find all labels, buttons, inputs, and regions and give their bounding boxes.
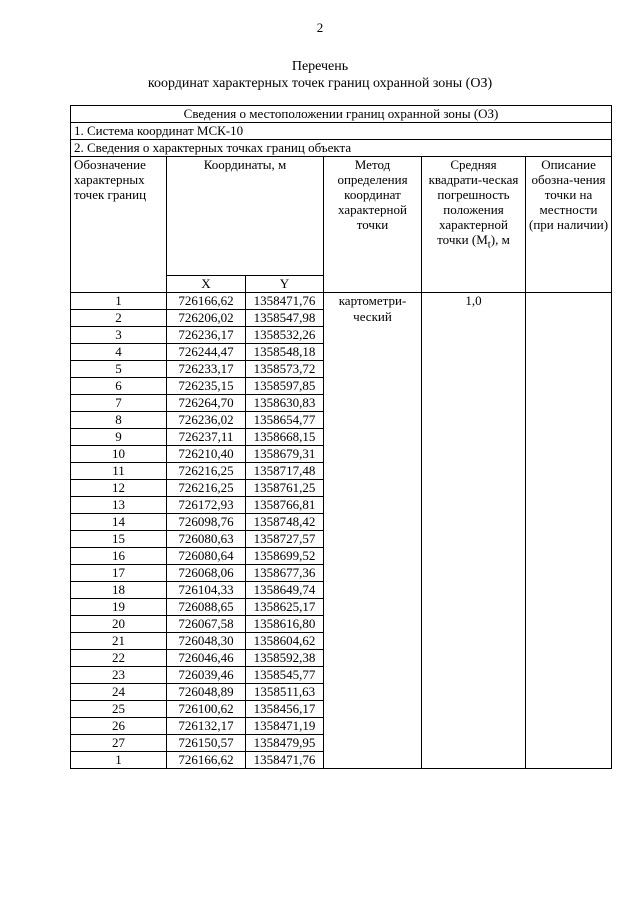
coord-y: 1358668,15 [246, 429, 324, 446]
coord-y: 1358616,80 [246, 616, 324, 633]
coord-x: 726216,25 [167, 463, 246, 480]
point-number: 5 [71, 361, 167, 378]
method-value: картометри-ческий [324, 293, 422, 769]
point-number: 9 [71, 429, 167, 446]
point-number: 1 [71, 752, 167, 769]
description-value [526, 293, 612, 769]
coord-y: 1358604,62 [246, 633, 324, 650]
point-number: 27 [71, 735, 167, 752]
coord-x: 726237,11 [167, 429, 246, 446]
coord-y: 1358649,74 [246, 582, 324, 599]
header-method: Метод определения координат характерной точки [324, 157, 422, 293]
header-y: Y [246, 276, 324, 293]
coord-x: 726068,06 [167, 565, 246, 582]
coord-x: 726216,25 [167, 480, 246, 497]
coord-y: 1358727,57 [246, 531, 324, 548]
header-error-tail: ), м [490, 232, 510, 247]
coord-x: 726046,46 [167, 650, 246, 667]
coord-y: 1358597,85 [246, 378, 324, 395]
section-title: Сведения о местоположении границ охранной зоны (ОЗ) [71, 106, 612, 123]
point-number: 22 [71, 650, 167, 667]
document-title [0, 58, 640, 92]
error-value: 1,0 [422, 293, 526, 769]
coord-y: 1358532,26 [246, 327, 324, 344]
coord-y: 1358548,18 [246, 344, 324, 361]
coord-y: 1358456,17 [246, 701, 324, 718]
coord-x: 726166,62 [167, 293, 246, 310]
coord-y: 1358471,76 [246, 293, 324, 310]
coord-y: 1358630,83 [246, 395, 324, 412]
point-number: 23 [71, 667, 167, 684]
point-number: 20 [71, 616, 167, 633]
coord-x: 726236,17 [167, 327, 246, 344]
header-coordinates: Координаты, м [167, 157, 324, 276]
coord-y: 1358761,25 [246, 480, 324, 497]
coord-x: 726206,02 [167, 310, 246, 327]
page-number: 2 [316, 20, 324, 35]
coord-y: 1358547,98 [246, 310, 324, 327]
coord-x: 726080,63 [167, 531, 246, 548]
coord-x: 726104,33 [167, 582, 246, 599]
point-number: 3 [71, 327, 167, 344]
coord-x: 726048,30 [167, 633, 246, 650]
coord-x: 726166,62 [167, 752, 246, 769]
table-row [71, 293, 612, 310]
coord-y: 1358679,31 [246, 446, 324, 463]
coord-y: 1358654,77 [246, 412, 324, 429]
header-description: Описание обозна-чения точки на местности (при наличии) [526, 157, 612, 293]
coord-y: 1358545,77 [246, 667, 324, 684]
point-number: 19 [71, 599, 167, 616]
coord-y: 1358592,38 [246, 650, 324, 667]
points-info: 2. Сведения о характерных точках границ объекта [71, 140, 612, 157]
header-error [422, 157, 526, 293]
point-number: 26 [71, 718, 167, 735]
point-number: 14 [71, 514, 167, 531]
coord-x: 726233,17 [167, 361, 246, 378]
header-designation: Обозначение характерных точек границ [71, 157, 167, 293]
point-number: 4 [71, 344, 167, 361]
point-number: 13 [71, 497, 167, 514]
point-number: 18 [71, 582, 167, 599]
coord-x: 726132,17 [167, 718, 246, 735]
coord-x: 726236,02 [167, 412, 246, 429]
title-line-2: координат характерных точек границ охранной зоны (ОЗ) [147, 76, 493, 91]
coord-x: 726048,89 [167, 684, 246, 701]
coord-y: 1358479,95 [246, 735, 324, 752]
coord-x: 726244,47 [167, 344, 246, 361]
header-error-sub: t [487, 238, 491, 251]
coord-x: 726264,70 [167, 395, 246, 412]
coord-y: 1358699,52 [246, 548, 324, 565]
coord-y: 1358471,19 [246, 718, 324, 735]
coord-y: 1358677,36 [246, 565, 324, 582]
point-number: 21 [71, 633, 167, 650]
coordinate-system: 1. Система координат МСК-10 [71, 123, 612, 140]
coord-x: 726235,15 [167, 378, 246, 395]
coord-x: 726039,46 [167, 667, 246, 684]
point-number: 6 [71, 378, 167, 395]
header-x: X [167, 276, 246, 293]
point-number: 17 [71, 565, 167, 582]
coord-x: 726080,64 [167, 548, 246, 565]
point-number: 10 [71, 446, 167, 463]
coordinates-table [70, 105, 612, 769]
coord-y: 1358511,63 [246, 684, 324, 701]
coord-y: 1358625,17 [246, 599, 324, 616]
point-number: 24 [71, 684, 167, 701]
coord-x: 726150,57 [167, 735, 246, 752]
coord-y: 1358717,48 [246, 463, 324, 480]
point-number: 7 [71, 395, 167, 412]
coord-x: 726088,65 [167, 599, 246, 616]
coord-x: 726172,93 [167, 497, 246, 514]
point-number: 11 [71, 463, 167, 480]
coord-y: 1358573,72 [246, 361, 324, 378]
point-number: 15 [71, 531, 167, 548]
point-number: 8 [71, 412, 167, 429]
coord-x: 726098,76 [167, 514, 246, 531]
point-number: 2 [71, 310, 167, 327]
point-number: 1 [71, 293, 167, 310]
header-error-main: Средняя квадрати-ческая погрешность положения характерной точки (M [428, 157, 519, 247]
coord-x: 726210,40 [167, 446, 246, 463]
point-number: 12 [71, 480, 167, 497]
title-line-1: Перечень [291, 59, 349, 74]
coord-x: 726067,58 [167, 616, 246, 633]
point-number: 16 [71, 548, 167, 565]
point-number: 25 [71, 701, 167, 718]
coord-x: 726100,62 [167, 701, 246, 718]
coord-y: 1358471,76 [246, 752, 324, 769]
coord-y: 1358748,42 [246, 514, 324, 531]
coord-y: 1358766,81 [246, 497, 324, 514]
